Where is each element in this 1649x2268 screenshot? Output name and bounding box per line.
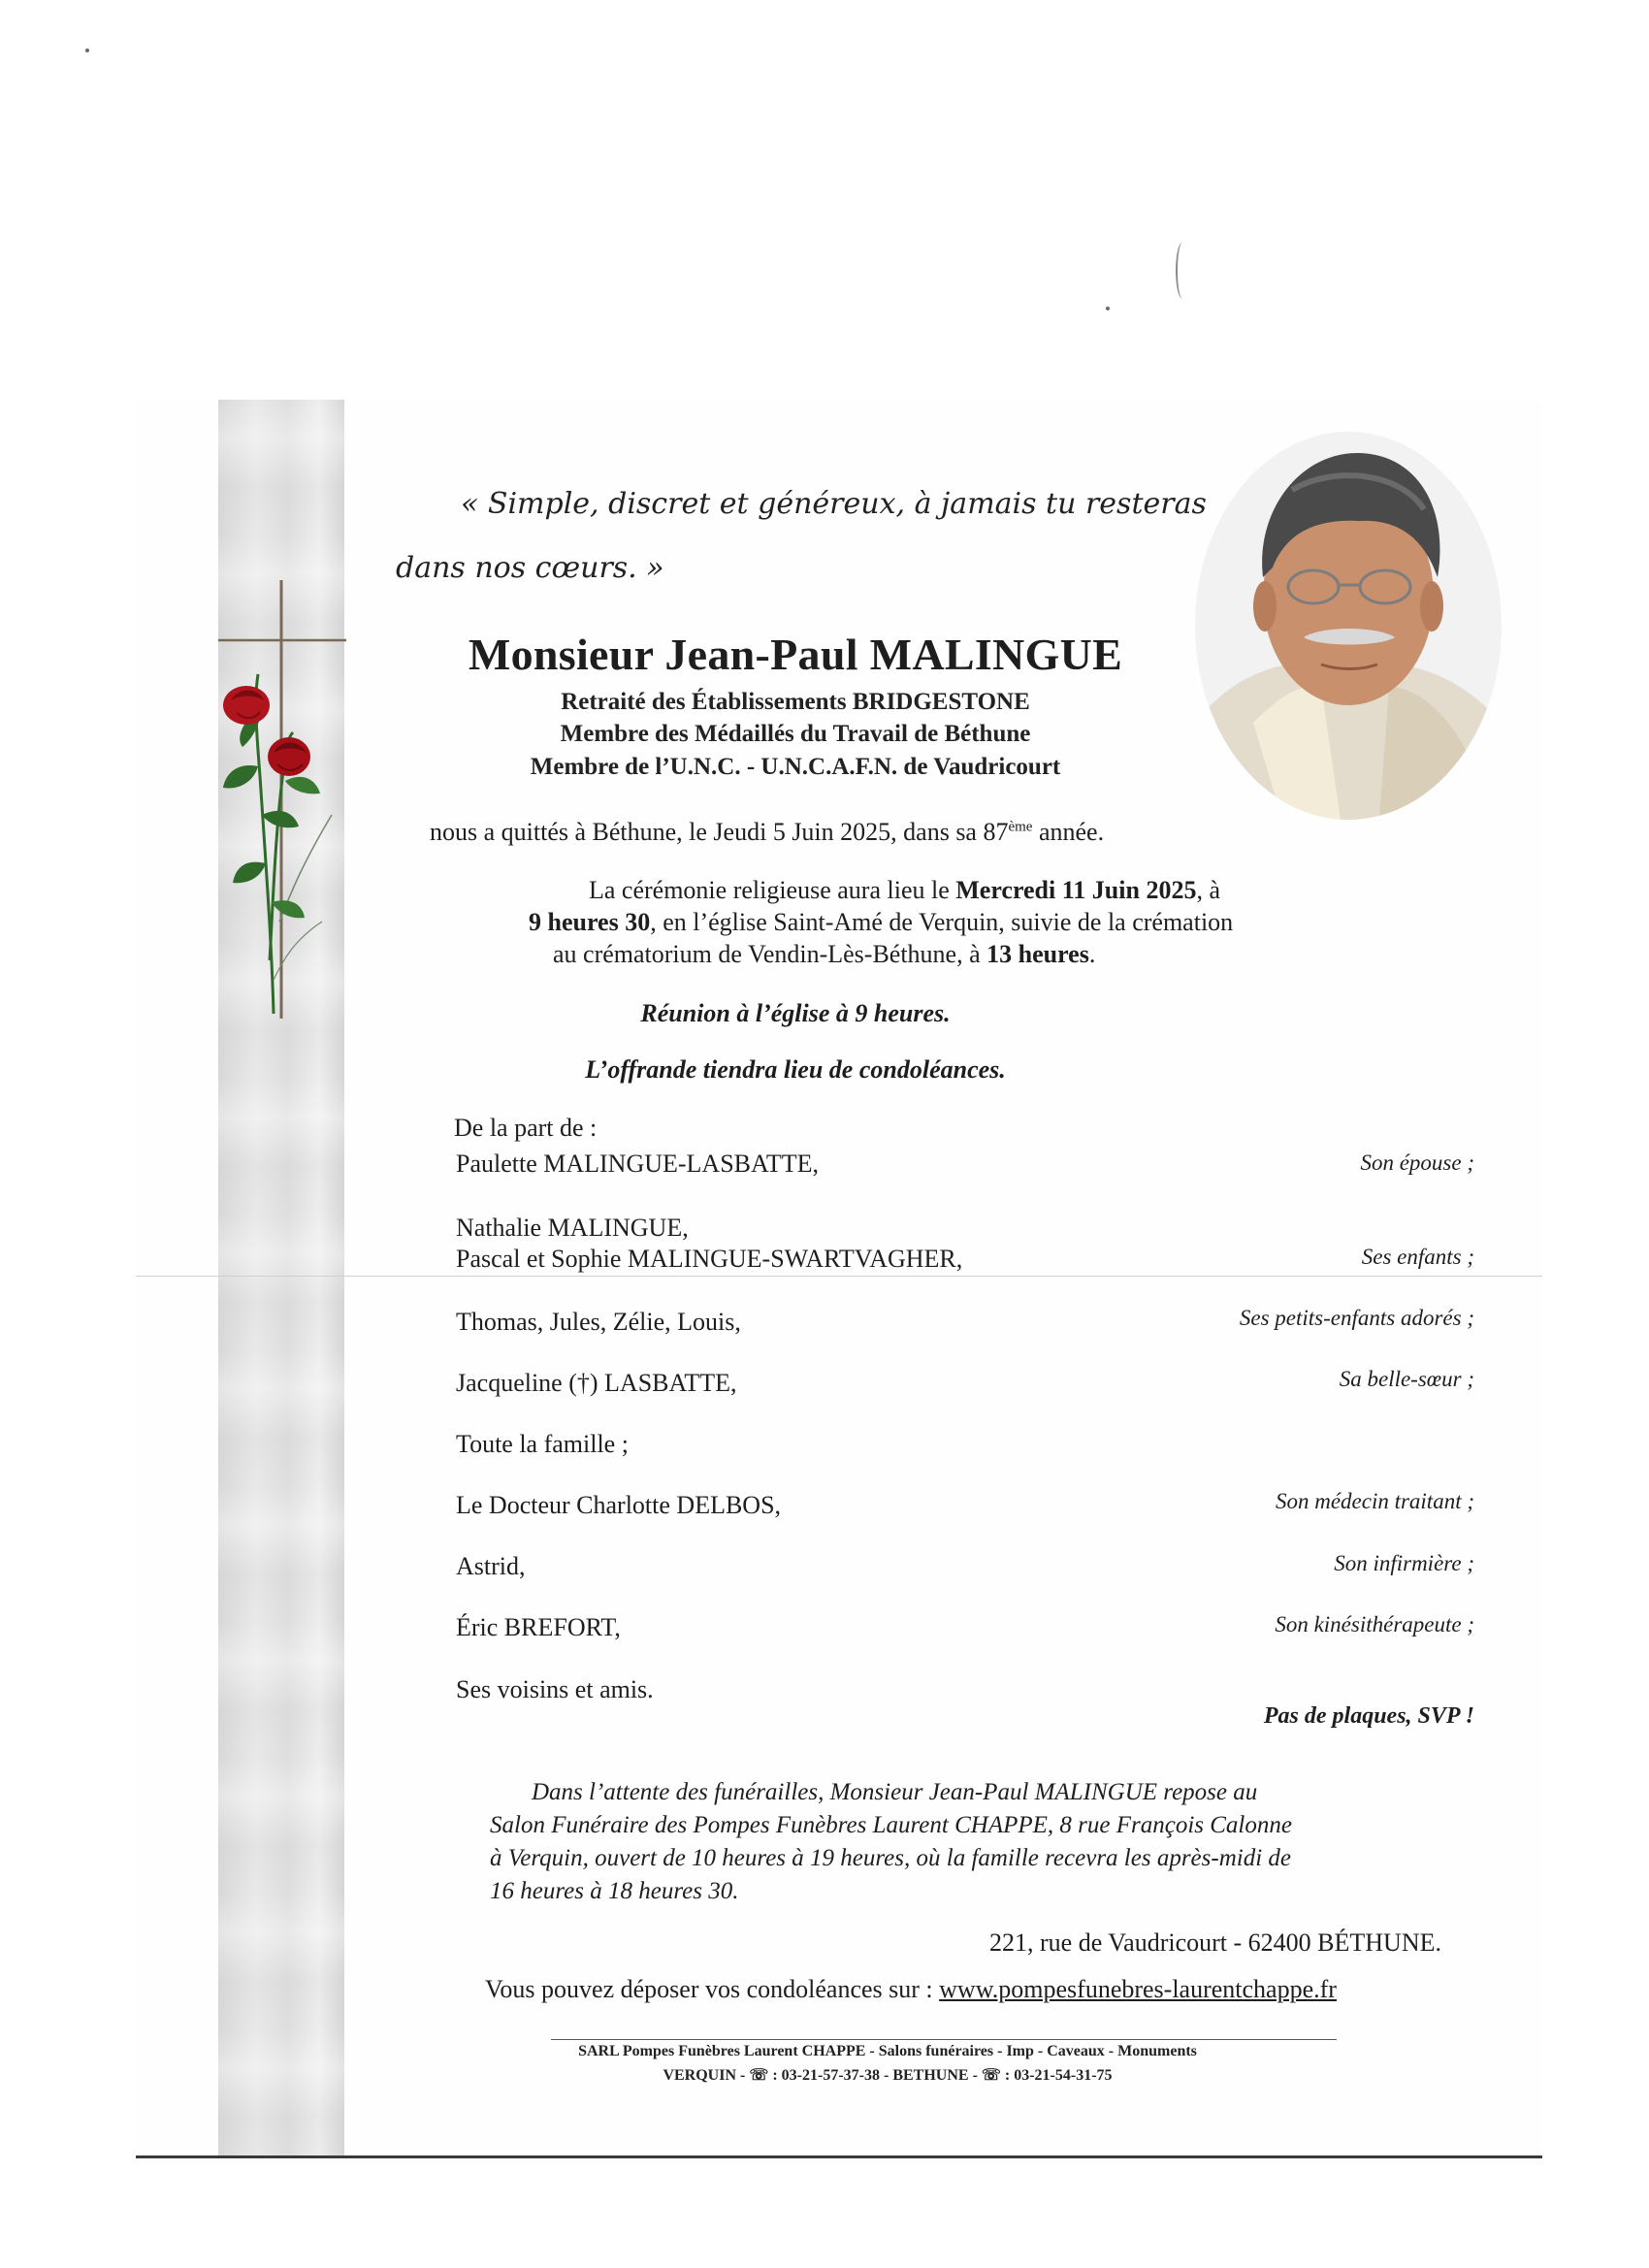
from-label: De la part de : — [454, 1114, 598, 1142]
scan-speck — [1106, 307, 1110, 310]
family-role: Son épouse ; — [1360, 1150, 1474, 1175]
family-member: Éric BREFORT, — [456, 1613, 621, 1641]
card-edge — [136, 2155, 1542, 2158]
fold-line — [136, 1276, 1542, 1277]
family-role: Ses petits-enfants adorés ; — [1239, 1306, 1474, 1330]
rest-notice-line-4: 16 heures à 18 heures 30. — [490, 1878, 739, 1904]
title-line-2: Membre des Médaillés du Travail de Béthune — [560, 721, 1031, 747]
rest-notice-line-2: Salon Funéraire des Pompes Funèbres Laurent CHAPPE, 8 rue François Calonne — [490, 1812, 1292, 1838]
footer-phones: VERQUIN - ☏ : 03-21-57-37-38 - BETHUNE - ☏ : 03-21-54-31-75 — [663, 2067, 1113, 2084]
family-member: Nathalie MALINGUE, — [456, 1214, 689, 1242]
funeral-home-address: 221, rue de Vaudricourt - 62400 BÉTHUNE. — [989, 1928, 1441, 1957]
family-member: Le Docteur Charlotte DELBOS, — [456, 1491, 782, 1519]
ceremony-line-2: 9 heures 30, en l’église Saint-Amé de Verquin, suivie de la crémation — [529, 908, 1234, 936]
church-meeting: Réunion à l’église à 9 heures. — [640, 999, 951, 1027]
family-member: Astrid, — [456, 1552, 526, 1580]
family-member: Paulette MALINGUE-LASBATTE, — [456, 1150, 820, 1178]
footer-company: SARL Pompes Funèbres Laurent CHAPPE - Salons funéraires - Imp - Caveaux - Monuments — [578, 2043, 1197, 2059]
family-member: Thomas, Jules, Zélie, Louis, — [456, 1308, 741, 1336]
epitaph-quote-line-1: « Simple, discret et généreux, à jamais tu resteras — [461, 487, 1207, 521]
condolences-line: Vous pouvez déposer vos condoléances sur : www.pompesfunebres-laurentchappe.fr — [485, 1975, 1337, 2003]
family-role: Son médecin traitant ; — [1275, 1489, 1474, 1513]
title-line-3: Membre de l’U.N.C. - U.N.C.A.F.N. de Vaudricourt — [530, 754, 1061, 780]
family-member: Ses voisins et amis. — [456, 1675, 654, 1703]
family-member: Toute la famille ; — [456, 1430, 629, 1458]
footer-divider — [551, 2039, 1337, 2040]
ceremony-line-3: au crématorium de Vendin-Lès-Béthune, à 13 heures. — [553, 940, 1096, 968]
rest-notice-line-3: à Verquin, ouvert de 10 heures à 19 heures, où la famille recevra les après-midi de — [490, 1845, 1291, 1871]
family-role: Sa belle-sœur ; — [1339, 1367, 1474, 1391]
death-notice: nous a quittés à Béthune, le Jeudi 5 Juin 2025, dans sa 87ème année. — [430, 818, 1105, 846]
family-member: Pascal et Sophie MALINGUE-SWARTVAGHER, — [456, 1245, 963, 1273]
family-role: Son kinésithérapeute ; — [1275, 1612, 1474, 1636]
title-line-1: Retraité des Établissements BRIDGESTONE — [561, 689, 1030, 715]
epitaph-quote-line-2: dans nos cœurs. » — [396, 551, 664, 585]
ceremony-line-1: La cérémonie religieuse aura lieu le Mercredi 11 Juin 2025, à — [589, 876, 1220, 904]
cross-and-roses-icon — [215, 572, 351, 1028]
condolences-link[interactable]: www.pompesfunebres-laurentchappe.fr — [939, 1975, 1337, 2003]
portrait-photo — [1195, 432, 1502, 820]
family-member: Jacqueline (†) LASBATTE, — [456, 1369, 737, 1397]
rest-notice-line-1: Dans l’attente des funérailles, Monsieur Jean-Paul MALINGUE repose au — [532, 1779, 1258, 1805]
family-role: Ses enfants ; — [1361, 1245, 1474, 1269]
scan-speck — [85, 49, 89, 52]
no-plaques-note: Pas de plaques, SVP ! — [1263, 1703, 1474, 1729]
scan-mark — [1176, 243, 1189, 299]
deceased-name: Monsieur Jean-Paul MALINGUE — [468, 630, 1123, 679]
offering-note: L’offrande tiendra lieu de condoléances. — [585, 1055, 1006, 1084]
family-role: Son infirmière ; — [1334, 1551, 1474, 1575]
